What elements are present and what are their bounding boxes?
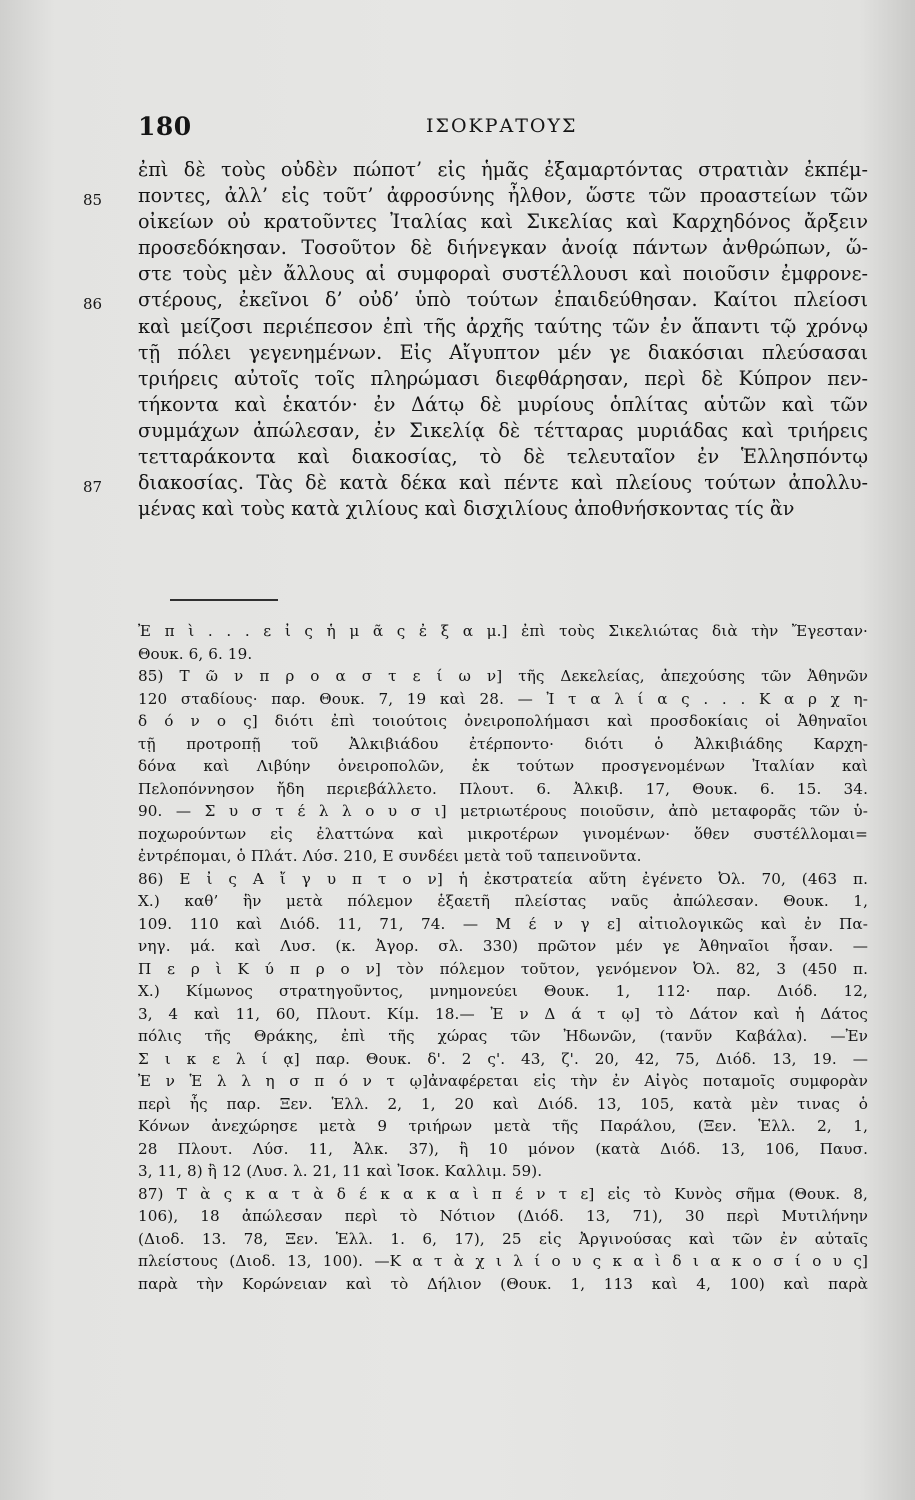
note-line: περὶ ἧς παρ. Ξεν. Ἑλλ. 2, 1, 20 καὶ Διόδ. 13, 105, κατὰ μὲν τινας ὁ <box>138 1094 868 1113</box>
line-text: ποντες, ἀλλ’ εἰς τοῦτ’ ἀφροσύνης ἦλθον, ὥστε τῶν προαστείων τῶν <box>138 184 868 208</box>
text-line <box>138 157 868 183</box>
note-line: πλείστους (Διοδ. 13, 100). —Κ α τ ὰ χ ι λ ί ο υ ς κ α ὶ δ ι α κ ο σ ί ο υ ς] <box>138 1252 868 1270</box>
text-line <box>138 209 868 235</box>
line-text: οἰκείων οὐ κρατοῦντες Ἰταλίας καὶ Σικελίας καὶ Καρχηδόνος ἄρξειν <box>138 210 868 234</box>
text-line <box>138 340 868 366</box>
text-line <box>83 287 868 314</box>
commentary-notes <box>138 620 868 1295</box>
text-line <box>138 314 868 340</box>
note-line: Πελοπόννησον ἤδη περιεβάλλετο. Πλουτ. 6. Ἀλκιβ. 17, Θουκ. 6. 15. 34. <box>138 779 868 798</box>
note-line: ἐντρέπομαι, ὁ Πλάτ. Λύσ. 210, Ε συνδέει μετὰ τοῦ ταπεινοῦντα. <box>138 847 642 865</box>
note-line: Χ.) Κίμωνος στρατηγοῦντος, μνημονεύει Θουκ. 1, 112· παρ. Διόδ. 12, <box>138 982 868 1000</box>
line-text: συμμάχων ἀπώλεσαν, ἐν Σικελίᾳ δὲ τέτταρας μυριάδας καὶ τριήρεις <box>138 418 868 442</box>
note-line: δόνα καὶ Λιβύην ὀνειροπολῶν, ἐκ τούτων προσγενομένων Ἰταλίαν καὶ <box>138 757 868 775</box>
note-line: Π ε ρ ὶ Κ ύ π ρ ο ν] τὸν πόλεμον τοῦτον, γενόμενον Ὀλ. 82, 3 (450 π. <box>138 959 868 978</box>
note-line: 28 Πλουτ. Λύσ. 11, Ἀλκ. 37), ἢ 10 μόνον (κατὰ Διόδ. 13, 106, Παυσ. <box>138 1139 868 1158</box>
text-line <box>138 444 868 470</box>
text-line <box>138 366 868 392</box>
line-text: καὶ μείζοσι περιέπεσον ἐπὶ τῆς ἀρχῆς ταύτης τῶν ἐν ἅπαντι τῷ χρόνῳ <box>138 314 868 338</box>
page-header <box>138 112 878 142</box>
note-line: τῇ προτροπῇ τοῦ Ἀλκιβιάδου ἐτέρποντο· διότι ὁ Ἀλκιβιάδης Καρχη- <box>138 734 868 753</box>
line-text: στέρους, ἐκεῖνοι δ’ οὐδ’ ὑπὸ τούτων ἐπαιδεύθησαν. Καίτοι πλείοσι <box>138 288 868 312</box>
note-line: 3, 4 καὶ 11, 60, Πλουτ. Κίμ. 18.— Ἐ ν Δ ά τ ῳ] τὸ Δάτον καὶ ἡ Δάτος <box>138 1004 868 1023</box>
text-line <box>138 235 868 261</box>
section-number: 85 <box>83 191 103 210</box>
line-text: διακοσίας. Τὰς δὲ κατὰ δέκα καὶ πέντε καὶ πλείους τούτων ἀπολλυ- <box>138 471 868 495</box>
note-line: 85) Τ ῶ ν π ρ ο α σ τ ε ί ω ν] τῆς Δεκελείας, ἀπεχούσης τῶν Ἀθηνῶν <box>138 667 868 685</box>
note-line: 90. — Σ υ σ τ έ λ λ ο υ σ ι] μετριωτέρους ποιοῦσιν, ἀπὸ μεταφορᾶς τῶν ὑ- <box>138 802 868 820</box>
section-number: 87 <box>83 478 103 497</box>
note-line: νηγ. μά. καὶ Λυσ. (κ. Ἀγορ. σλ. 330) πρῶτον μέν γε Ἀθηναῖοι ἦσαν. — <box>138 937 868 955</box>
running-title: ΙΣΟΚΡΑΤΟΥΣ <box>426 115 578 137</box>
note-line: Ἐ π ὶ . . . ε ἰ ς ἡ μ ᾶ ς ἐ ξ α μ.] ἐπὶ τοὺς Σικελιώτας διὰ τὴν Ἔγεσταν· <box>138 622 868 640</box>
note-line: (Διοδ. 13. 78, Ξεν. Ἑλλ. 1. 6, 17), 25 εἰς Ἀργινούσας καὶ τῶν ἐν αὐταῖς <box>138 1229 868 1248</box>
note-line: παρὰ τὴν Κορώνειαν καὶ τὸ Δήλιον (Θουκ. 1, 113 καὶ 4, 100) καὶ παρὰ <box>138 1274 868 1293</box>
note-line: 120 σταδίους· παρ. Θουκ. 7, 19 καὶ 28. — Ἰ τ α λ ί α ς . . . Κ α ρ χ η- <box>138 689 868 708</box>
text-line <box>138 261 868 287</box>
note-line: ποχωρούντων εἰς ἐλαττώνα καὶ μικροτέρων γινομένων· ὅθεν συστέλλομαι= <box>138 824 868 843</box>
note-line: 106), 18 ἀπώλεσαν περὶ τὸ Νότιον (Διόδ. 13, 71), 30 περὶ Μυτιλήνην <box>138 1207 868 1225</box>
text-line <box>83 470 868 497</box>
main-text <box>83 157 868 522</box>
line-text: τήκοντα καὶ ἑκατόν· ἐν Δάτῳ δὲ μυρίους ὁπλίτας αὑτῶν καὶ τῶν <box>138 392 868 416</box>
note-line: Θουκ. 6, 6. 19. <box>138 644 253 663</box>
section-number: 86 <box>83 295 103 314</box>
text-line <box>83 183 868 210</box>
line-text: τῇ πόλει γεγενημένων. Εἰς Αἴγυπτον μέν γε διακόσιαι πλεύσασαι <box>138 340 868 364</box>
note-line: 86) Ε ἰ ς Α ἴ γ υ π τ ο ν] ἡ ἐκστρατεία αὕτη ἐγένετο Ὀλ. 70, (463 π. <box>138 869 868 888</box>
page-number: 180 <box>138 112 192 141</box>
line-text: ἐπὶ δὲ τοὺς οὐδὲν πώποτ’ εἰς ἡμᾶς ἐξαμαρτόντας στρατιὰν ἐκπέμ- <box>138 158 868 181</box>
text-line <box>138 496 868 522</box>
note-line: 3, 11, 8) ἢ 12 (Λυσ. λ. 21, 11 καὶ Ἰσοκ. Καλλιμ. 59). <box>138 1162 543 1180</box>
text-line <box>138 392 868 418</box>
note-line: πόλις τῆς Θράκης, ἐπὶ τῆς χώρας τῶν Ἠδωνῶν, (τανῦν Καβάλα). —Ἐν <box>138 1027 868 1045</box>
line-text: προσεδόκησαν. Τοσοῦτον δὲ διήνεγκαν ἀνοίᾳ πάντων ἀνθρώπων, ὥ- <box>138 236 868 260</box>
text-line <box>138 418 868 444</box>
footnote-rule <box>170 599 278 601</box>
note-line: δ ό ν ο ς] διότι ἐπὶ τοιούτοις ὀνειροπολήμασι καὶ προσδοκίαις οἱ Ἀθηναῖοι <box>138 712 868 730</box>
line-text: τριήρεις αὐτοῖς τοῖς πληρώμασι διεφθάρησαν, περὶ δὲ Κύπρον πεν- <box>138 366 868 390</box>
note-line: Σ ι κ ε λ ί ᾳ] παρ. Θουκ. δ'. 2 ς'. 43, ζ'. 20, 42, 75, Διόδ. 13, 19. — <box>138 1049 868 1068</box>
note-line: Κόνων ἀνεχώρησε μετὰ 9 τριήρων μετὰ τῆς Παράλου, (Ξεν. Ἑλλ. 2, 1, <box>138 1117 868 1135</box>
line-text: τετταράκοντα καὶ διακοσίας, τὸ δὲ τελευταῖον ἐν Ἑλλησπόντῳ <box>138 445 868 469</box>
note-line: 109. 110 καὶ Διόδ. 11, 71, 74. — Μ έ ν γ ε] αἰτιολογικῶς καὶ ἐν Πα- <box>138 914 868 933</box>
note-line: Χ.) καθ’ ἣν μετὰ πόλεμον ἑξαετῆ πλείστας ναῦς ἀπώλεσαν. Θουκ. 1, <box>138 892 868 910</box>
line-text: στε τοὺς μὲν ἄλλους αἱ συμφοραὶ συστέλλουσι καὶ ποιοῦσιν ἐμφρονε- <box>138 262 868 286</box>
line-text: μένας καὶ τοὺς κατὰ χιλίους καὶ δισχιλίους ἀποθνήσκοντας τίς ἂν <box>138 497 795 521</box>
note-line: Ἐ ν Ἑ λ λ η σ π ό ν τ ῳ]ἀναφέρεται εἰς τὴν ἐν Αἰγὸς ποταμοῖς συμφορὰν <box>138 1072 868 1090</box>
note-line: 87) Τ ὰ ς κ α τ ὰ δ έ κ α κ α ὶ π έ ν τ ε] εἰς τὸ Κυνὸς σῆμα (Θουκ. 8, <box>138 1184 868 1203</box>
